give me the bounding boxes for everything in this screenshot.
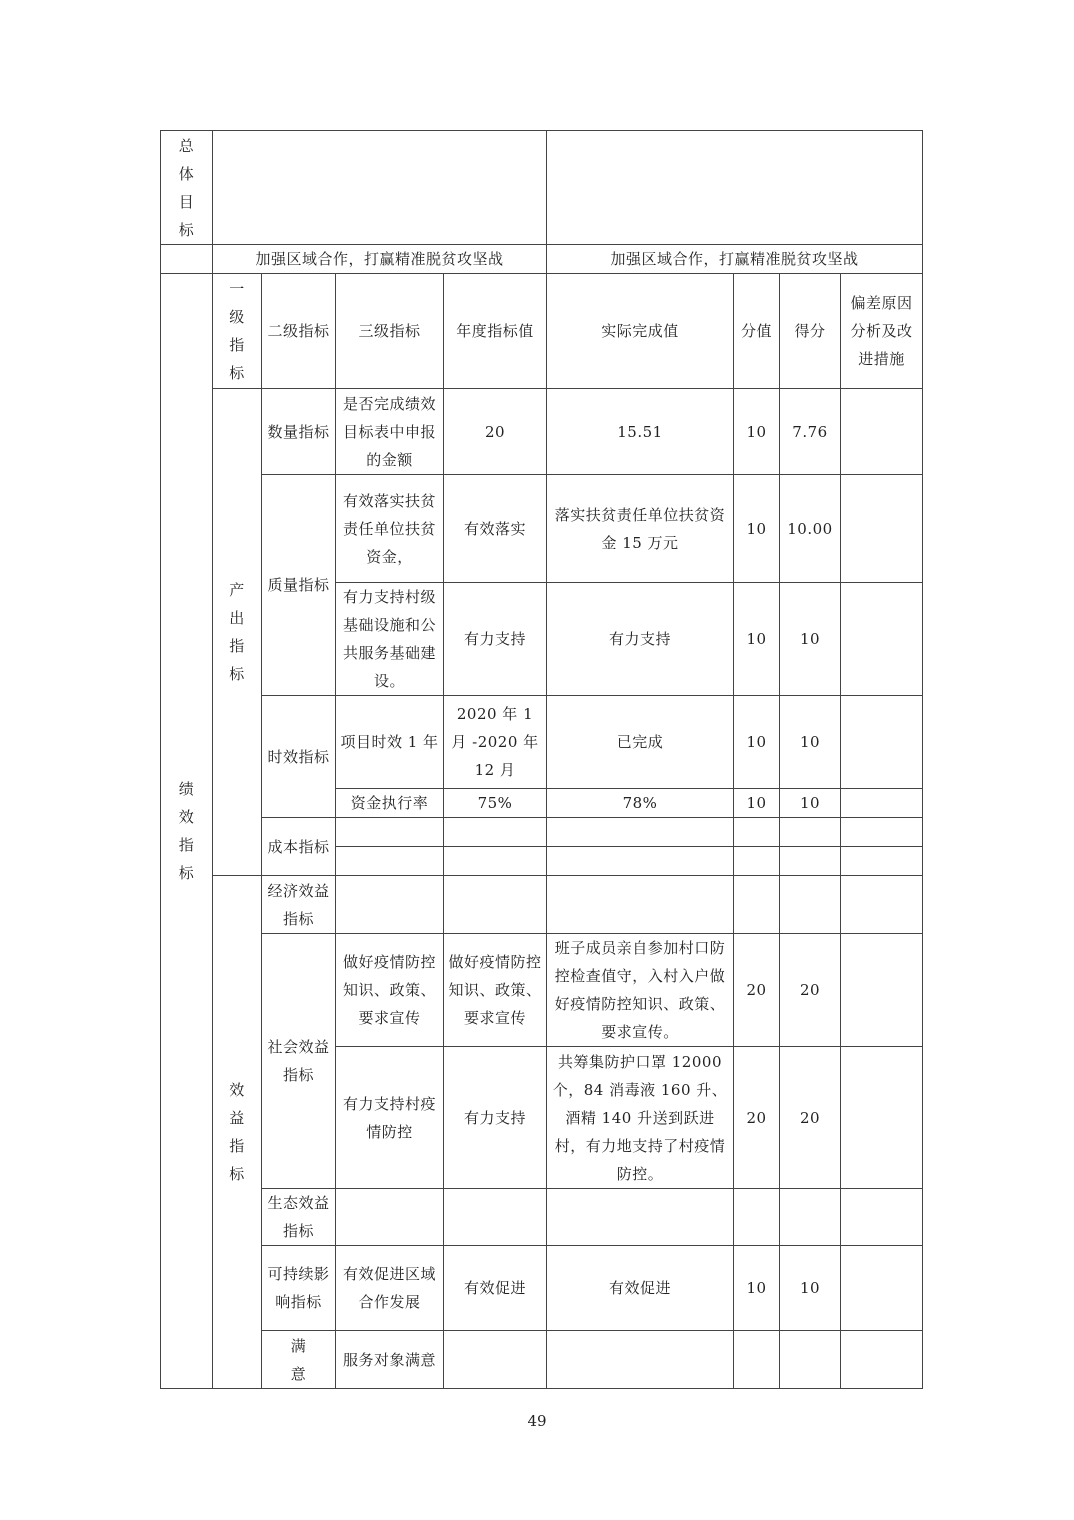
satisfaction-score: [841, 1331, 923, 1389]
cost2-deviation: [841, 847, 923, 876]
time1-deviation: [841, 696, 923, 789]
perf-indicator-label: 绩效指标: [161, 274, 213, 1389]
level2-sustainable: 可持续影响指标: [262, 1246, 336, 1331]
ecological-target: [444, 1189, 547, 1246]
cost1-actual: [547, 818, 734, 847]
ecological-weight: [734, 1189, 780, 1246]
time1-score: 10: [780, 696, 841, 789]
time2-score: 10: [780, 789, 841, 818]
level2-cost: 成本指标: [262, 818, 336, 876]
social2-deviation: [841, 1047, 923, 1189]
ecological-level3: [336, 1189, 444, 1246]
social1-deviation: [841, 934, 923, 1047]
sustainable-deviation: [841, 1246, 923, 1331]
ecological-actual: [547, 1189, 734, 1246]
time1-level3: 项目时效 1 年: [336, 696, 444, 789]
cost2-weight: [734, 847, 780, 876]
level2-quantity: 数量指标: [262, 389, 336, 475]
time2-target: 75%: [444, 789, 547, 818]
level2-social: 社会效益指标: [262, 934, 336, 1189]
overall-goal-label: 总体目标: [161, 131, 213, 245]
page-number: 49: [527, 1412, 547, 1430]
header-weight: 分值: [734, 274, 780, 389]
quality2-score: 10: [780, 583, 841, 696]
level2-ecological: 生态效益指标: [262, 1189, 336, 1246]
cost1-level3: [336, 818, 444, 847]
social2-score: 20: [780, 1047, 841, 1189]
social2-level3: 有力支持村疫情防控: [336, 1047, 444, 1189]
economic-score: [780, 876, 841, 934]
level2-economic: 经济效益指标: [262, 876, 336, 934]
level2-service-satisfaction: 服务对象满意: [336, 1331, 444, 1389]
quantity-actual: 15.51: [547, 389, 734, 475]
social1-level3: 做好疫情防控知识、政策、要求宣传: [336, 934, 444, 1047]
quality1-score: 10.00: [780, 475, 841, 583]
quality2-level3: 有力支持村级基础设施和公共服务基础建设。: [336, 583, 444, 696]
time1-target: 2020 年 1 月 -2020 年 12 月: [444, 696, 547, 789]
level2-timeliness: 时效指标: [262, 696, 336, 818]
economic-weight: [734, 876, 780, 934]
sustainable-actual: 有效促进: [547, 1246, 734, 1331]
performance-table: [160, 130, 923, 1389]
level2-quality: 质量指标: [262, 475, 336, 696]
overall-goal-target-cell: [213, 131, 547, 245]
social2-target: 有力支持: [444, 1047, 547, 1189]
satisfaction-target: [547, 1331, 734, 1389]
cost1-target: [444, 818, 547, 847]
sustainable-target: 有效促进: [444, 1246, 547, 1331]
quality1-level3: 有效落实扶贫责任单位扶贫资金，: [336, 475, 444, 583]
time2-actual: 78%: [547, 789, 734, 818]
social2-weight: 20: [734, 1047, 780, 1189]
header-level1: 一级指标: [213, 274, 262, 389]
quality1-actual: 落实扶贫责任单位扶贫资金 15 万元: [547, 475, 734, 583]
social1-weight: 20: [734, 934, 780, 1047]
time1-actual: 已完成: [547, 696, 734, 789]
quality2-actual: 有力支持: [547, 583, 734, 696]
overall-goal-actual-cell: [547, 131, 923, 245]
cost1-deviation: [841, 818, 923, 847]
header-level2: 二级指标: [262, 274, 336, 389]
cost1-weight: [734, 818, 780, 847]
social1-score: 20: [780, 934, 841, 1047]
cost2-actual: [547, 847, 734, 876]
header-annual-target: 年度指标值: [444, 274, 547, 389]
quantity-weight: 10: [734, 389, 780, 475]
quality2-weight: 10: [734, 583, 780, 696]
header-actual: 实际完成值: [547, 274, 734, 389]
level1-output: 产出指标: [213, 389, 262, 876]
satisfaction-weight: [780, 1331, 841, 1389]
time2-deviation: [841, 789, 923, 818]
quantity-deviation: [841, 389, 923, 475]
time2-weight: 10: [734, 789, 780, 818]
quality1-deviation: [841, 475, 923, 583]
header-score: 得分: [780, 274, 841, 389]
level1-satisfaction: 满意: [262, 1331, 336, 1389]
social1-actual: 班子成员亲自参加村口防控检查值守，入村入户做好疫情防控知识、政策、要求宣传。: [547, 934, 734, 1047]
header-deviation: 偏差原因分析及改进措施: [841, 274, 923, 389]
overall-goal-target-text: 加强区域合作，打赢精准脱贫攻坚战: [213, 245, 547, 274]
cost2-target: [444, 847, 547, 876]
quantity-level3: 是否完成绩效目标表中申报的金额: [336, 389, 444, 475]
ecological-score: [780, 1189, 841, 1246]
economic-target: [444, 876, 547, 934]
overall-goal-actual-text: 加强区域合作，打赢精准脱贫攻坚战: [547, 245, 923, 274]
sustainable-level3: 有效促进区域合作发展: [336, 1246, 444, 1331]
quality2-deviation: [841, 583, 923, 696]
sustainable-score: 10: [780, 1246, 841, 1331]
level1-benefit: 效益指标: [213, 876, 262, 1389]
cost1-score: [780, 818, 841, 847]
social1-target: 做好疫情防控知识、政策、要求宣传: [444, 934, 547, 1047]
sustainable-weight: 10: [734, 1246, 780, 1331]
social2-actual: 共筹集防护口罩 12000 个，84 消毒液 160 升、酒精 140 升送到跃进村，有力地支持了村疫情防控。: [547, 1047, 734, 1189]
satisfaction-actual: [734, 1331, 780, 1389]
quantity-target: 20: [444, 389, 547, 475]
header-level3: 三级指标: [336, 274, 444, 389]
satisfaction-level3: [444, 1331, 547, 1389]
time2-level3: 资金执行率: [336, 789, 444, 818]
quality1-weight: 10: [734, 475, 780, 583]
economic-level3: [336, 876, 444, 934]
ecological-deviation: [841, 1189, 923, 1246]
time1-weight: 10: [734, 696, 780, 789]
quantity-score: 7.76: [780, 389, 841, 475]
economic-actual: [547, 876, 734, 934]
economic-deviation: [841, 876, 923, 934]
quality1-target: 有效落实: [444, 475, 547, 583]
cost2-score: [780, 847, 841, 876]
quality2-target: 有力支持: [444, 583, 547, 696]
empty-cell: [161, 245, 213, 274]
cost2-level3: [336, 847, 444, 876]
